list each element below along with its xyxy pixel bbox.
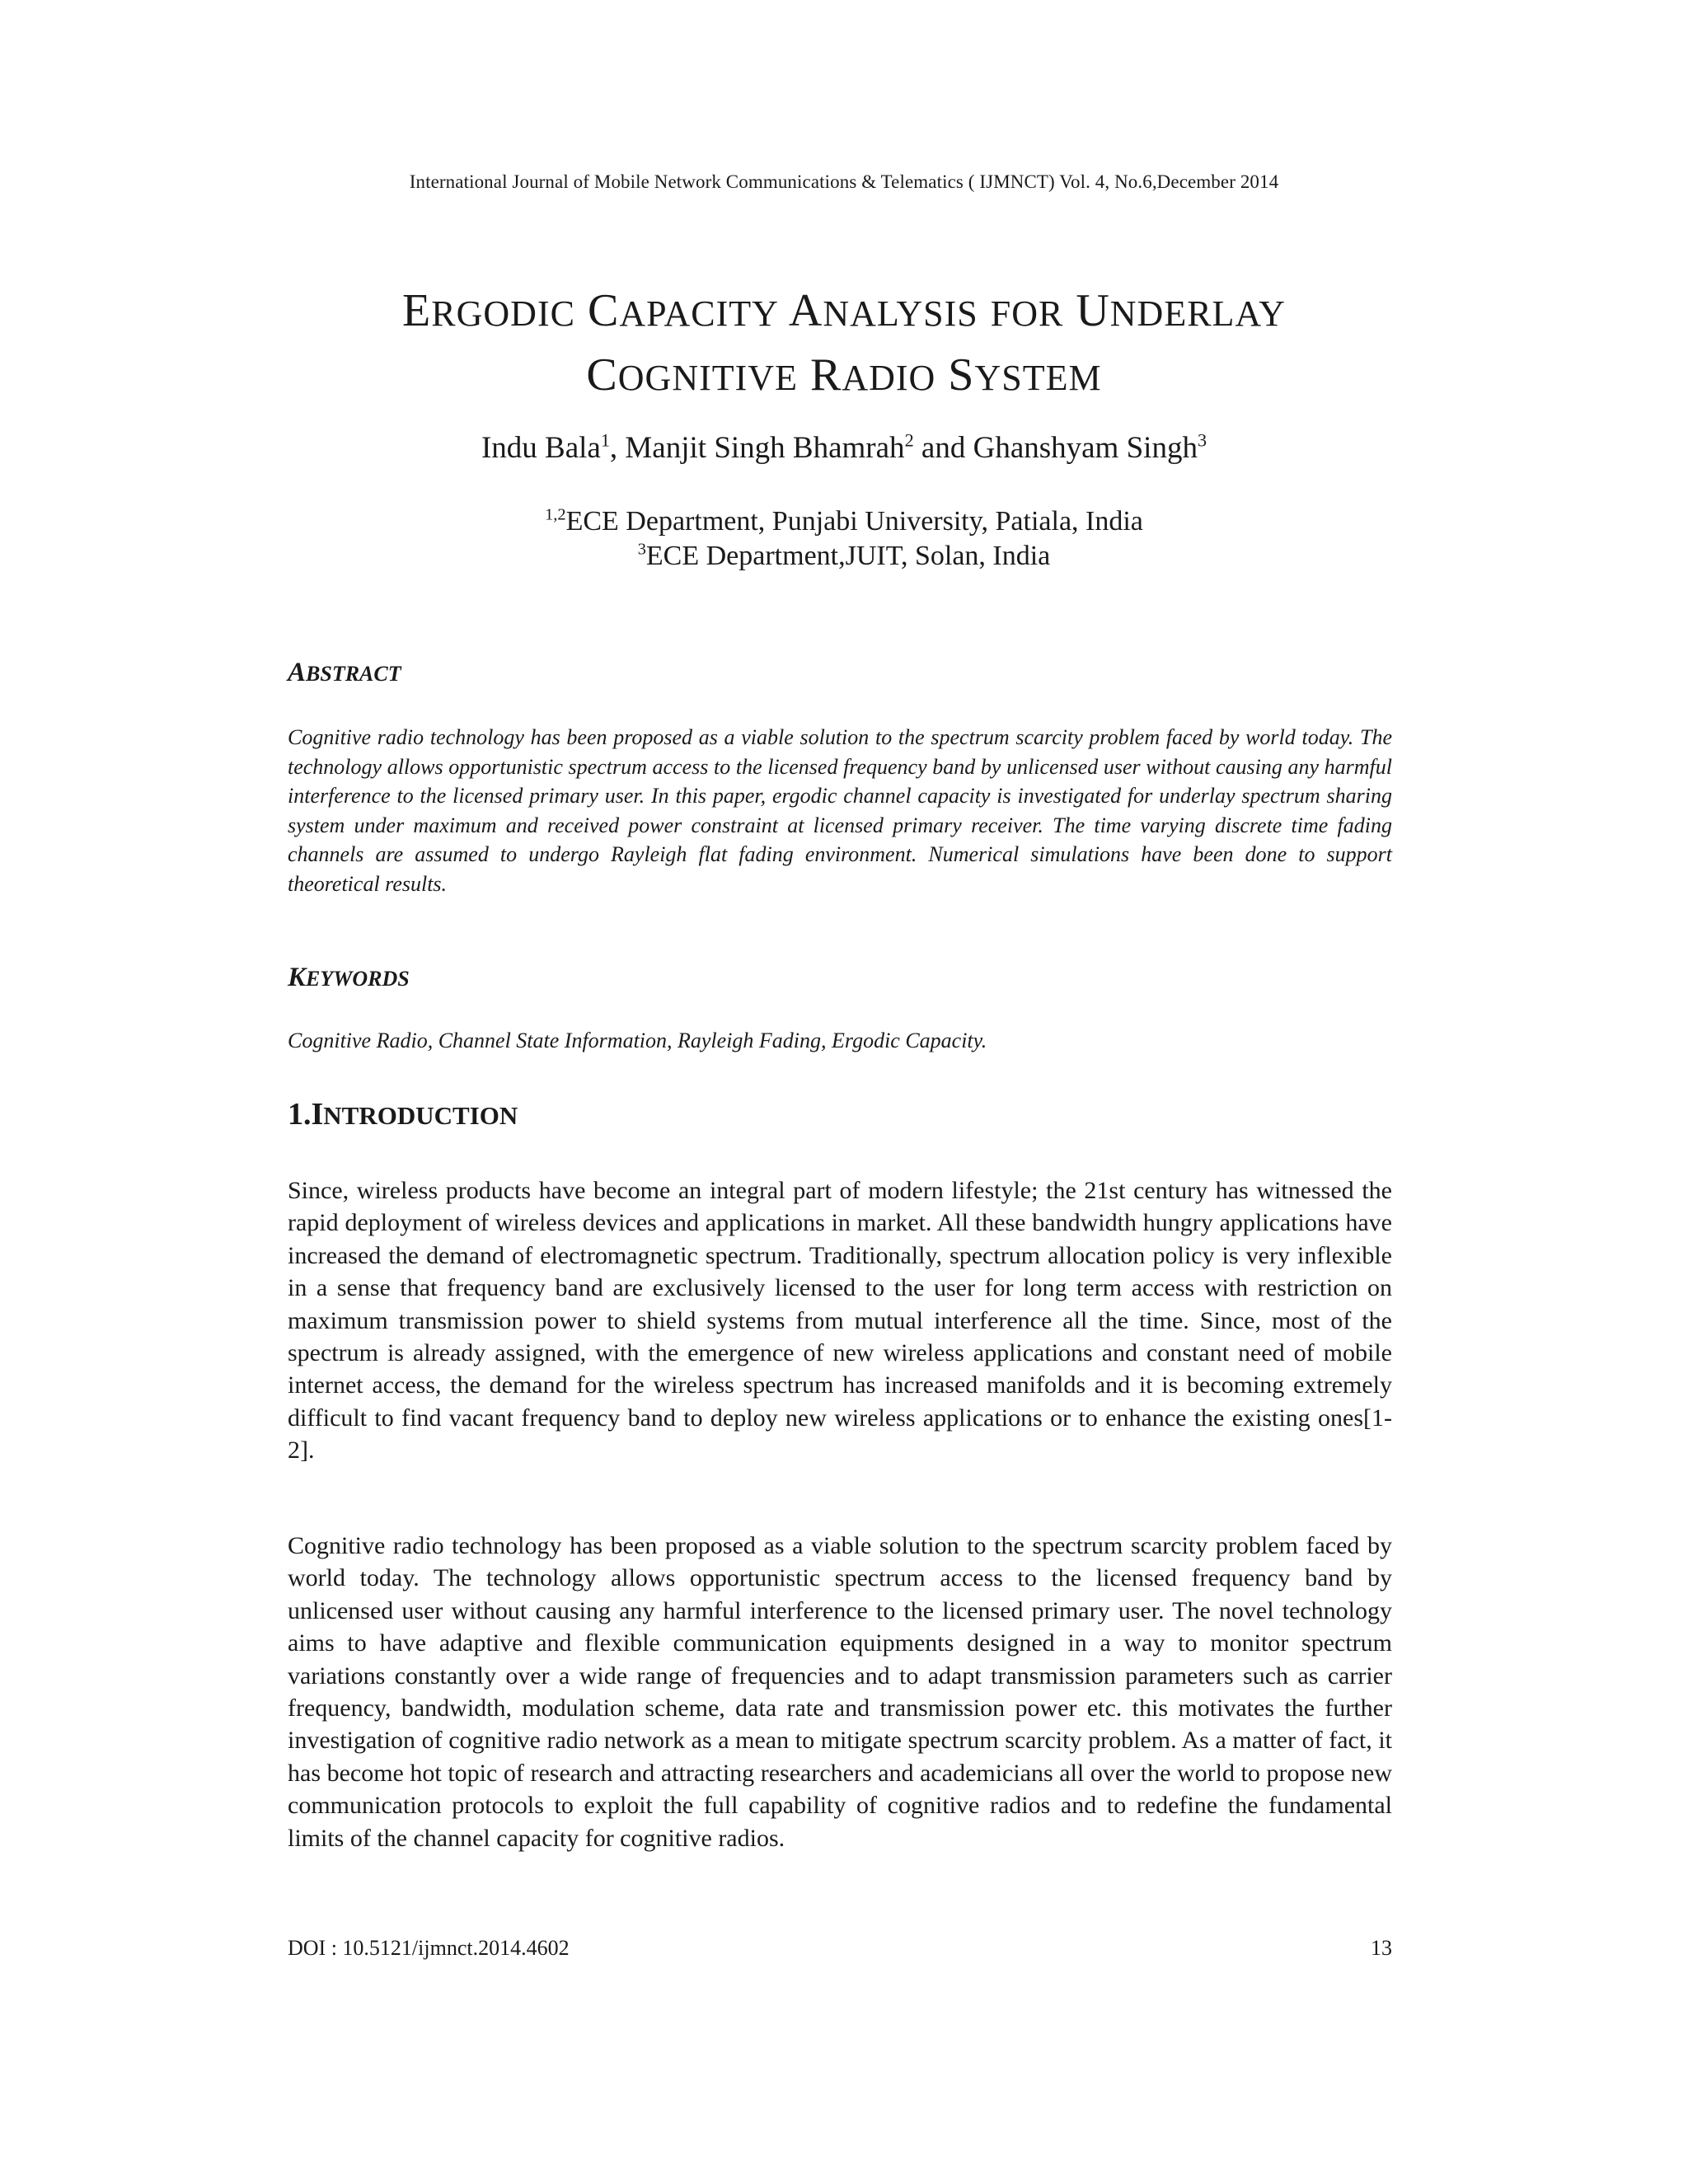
title-word: UNDERLAY xyxy=(1076,285,1286,336)
affiliation-marker: 1,2 xyxy=(545,505,566,524)
title-word: COGNITIVE xyxy=(586,349,798,401)
abstract-text: Cognitive radio technology has been proposed as a viable solution to the spectrum scarcity problem faced by world today. The technology allows opportunistic spectrum access to the licensed frequency band by unlicensed user without causing any harmful interference to the licensed primary user. In this paper, ergodic channel capacity is investigated for underlay spectrum sharing system under maximum and received power constraint at licensed primary receiver. The time varying discrete time fading channels are assumed to undergo Rayleigh flat fading environment. Numerical simulations have been done to support theoretical results. xyxy=(288,725,1392,896)
author-separator: and xyxy=(913,431,973,465)
affiliation xyxy=(0,541,1688,572)
keywords-heading: KEYWORDS xyxy=(288,963,410,992)
author-name: Manjit Singh Bhamrah xyxy=(625,431,905,465)
author-name: Ghanshyam Singh xyxy=(973,431,1198,465)
title-line-2 xyxy=(124,344,1564,409)
title-word: ANALYSIS xyxy=(788,285,978,336)
keywords-text: Cognitive Radio, Channel State Information, Rayleigh Fading, Ergodic Capacity. xyxy=(288,1029,987,1052)
affiliation-marker: 3 xyxy=(637,540,646,559)
author-name: Indu Bala xyxy=(481,431,601,465)
page-number: 13 xyxy=(1371,1936,1392,1960)
author-affil-marker: 2 xyxy=(904,429,914,451)
title-line-1 xyxy=(124,280,1564,344)
author-affil-marker: 3 xyxy=(1197,429,1207,451)
title-word: SYSTEM xyxy=(948,349,1102,401)
affiliation xyxy=(0,506,1688,537)
author-affil-marker: 1 xyxy=(600,429,610,451)
title-word: FOR xyxy=(990,293,1064,334)
title-word: RADIO xyxy=(809,349,936,401)
body-paragraph: Since, wireless products have become an integral part of modern lifestyle; the 21st century has witnessed the rapid deployment of wireless devices and applications in market. All these bandwidth hungry applications have increased the demand of electromagnetic spectrum. Traditionally, spectrum allocation policy is very inflexible in a sense that frequency band are exclusively licensed to the user for long term access with restriction on maximum transmission power to shield systems from mutual interference all the time. Since, most of the spectrum is already assigned, with the emergence of new wireless applications and constant need of mobile internet access, the demand for the wireless spectrum has increased manifolds and it is becoming extremely difficult to find vacant frequency band to deploy new wireless applications or to enhance the existing ones[1-2]. xyxy=(288,1177,1392,1465)
title-word: CAPACITY xyxy=(587,285,779,336)
author-separator: , xyxy=(609,431,626,465)
abstract-heading: ABSTRACT xyxy=(288,658,401,687)
title-word: ERGODIC xyxy=(402,285,575,336)
affiliation-text: ECE Department,JUIT, Solan, India xyxy=(645,541,1051,571)
introduction-heading: 1.INTRODUCTION xyxy=(288,1097,518,1132)
affiliation-text: ECE Department, Punjabi University, Patiala, India xyxy=(565,506,1143,537)
paper-title xyxy=(124,280,1564,409)
author-list xyxy=(0,430,1688,466)
running-head: International Journal of Mobile Network Communications & Telematics ( IJMNCT) Vol. 4, No.6,December 2014 xyxy=(409,171,1279,192)
body-paragraph: Cognitive radio technology has been proposed as a viable solution to the spectrum scarcity problem faced by world today. The technology allows opportunistic spectrum access to the licensed frequency band by unlicensed user without causing any harmful interference to the licensed primary user. The novel technology aims to have adaptive and flexible communication equipments designed in a way to monitor spectrum variations constantly over a wide range of frequencies and to adapt transmission parameters such as carrier frequency, bandwidth, modulation scheme, data rate and transmission power etc. this motivates the further investigation of cognitive radio network as a mean to mitigate spectrum scarcity problem. As a matter of fact, it has become hot topic of research and attracting researchers and academicians all over the world to propose new communication protocols to exploit the full capability of cognitive radios and to redefine the fundamental limits of the channel capacity for cognitive radios. xyxy=(288,1532,1392,1852)
footer-doi: DOI : 10.5121/ijmnct.2014.4602 xyxy=(288,1936,570,1960)
